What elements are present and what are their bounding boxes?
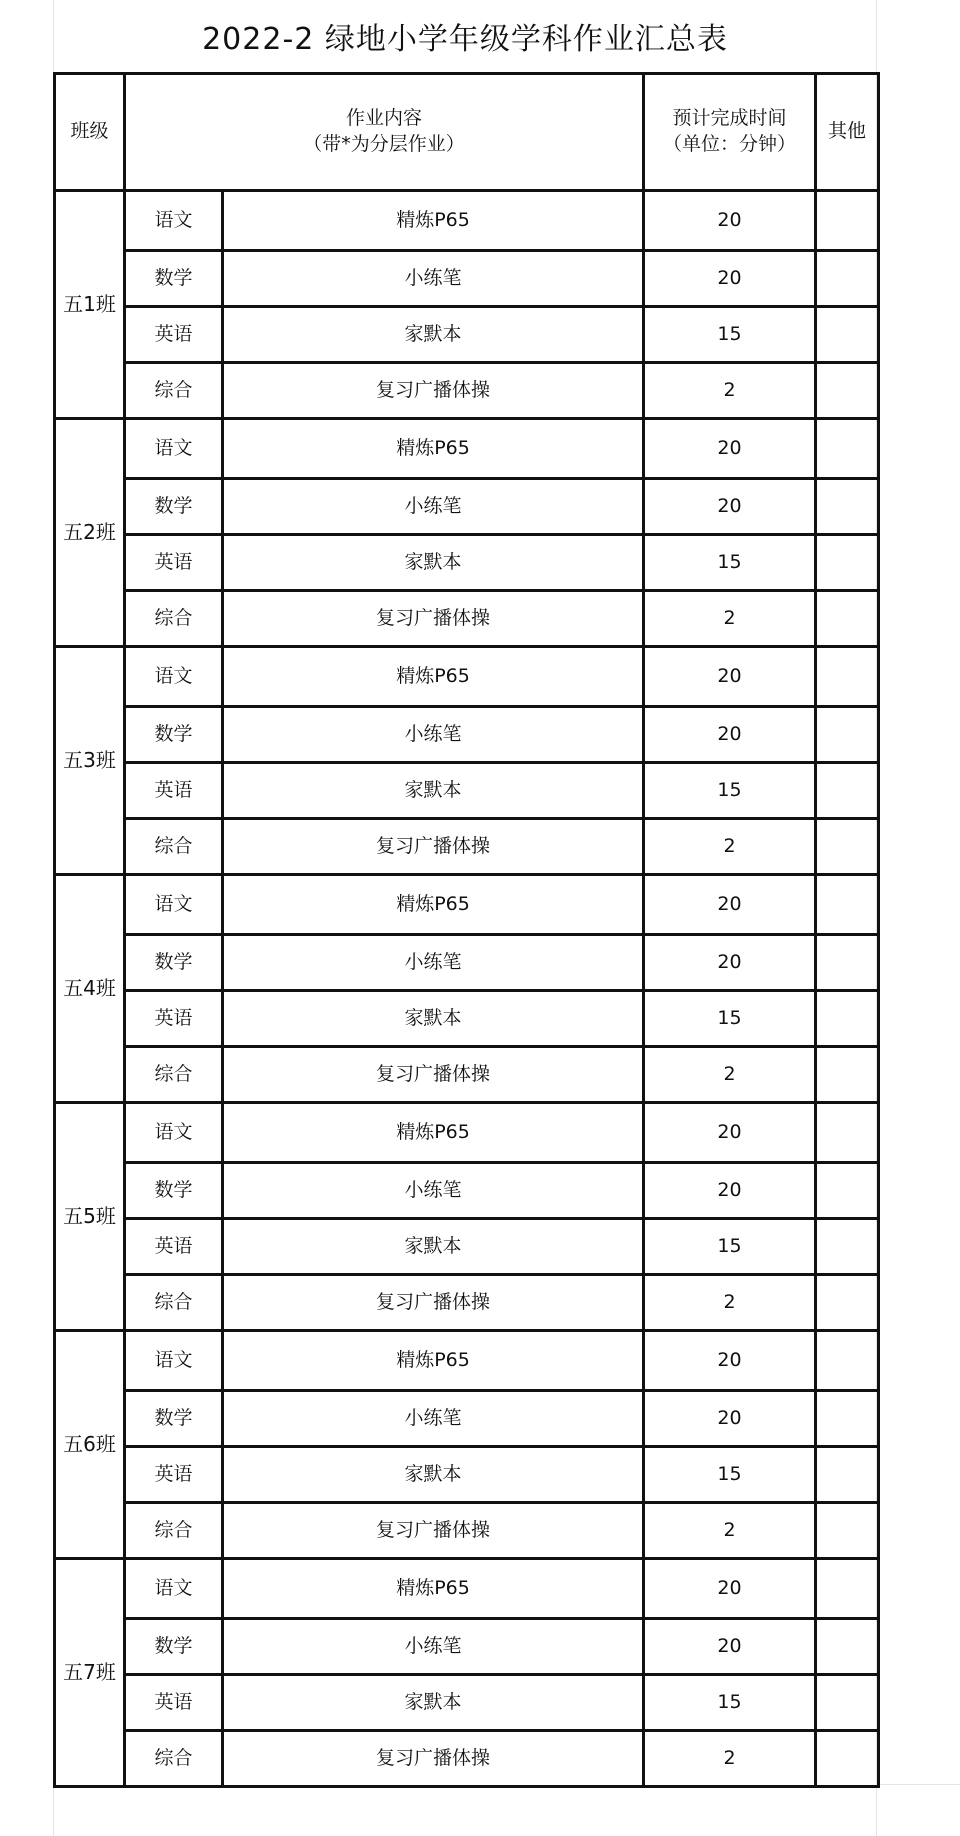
table-row: [55, 535, 879, 591]
content-cell: 小练笔: [223, 935, 644, 991]
table-row: [55, 647, 879, 707]
class-name-cell: 五2班: [55, 419, 125, 647]
content-cell: 复习广播体操: [223, 591, 644, 647]
other-cell: [816, 591, 879, 647]
header-content-line1: 作业内容: [346, 107, 423, 130]
time-cell: 20: [644, 191, 816, 251]
other-cell: [816, 819, 879, 875]
time-cell: 20: [644, 707, 816, 763]
content-cell: 复习广播体操: [223, 1731, 644, 1787]
page-edge-bottom: [876, 1784, 960, 1785]
header-content-line2: （带*为分层作业）: [303, 133, 465, 155]
subject-cell: 英语: [125, 1675, 223, 1731]
subject-cell: 语文: [125, 1103, 223, 1163]
content-cell: 精炼P65: [223, 191, 644, 251]
table-row: [55, 1503, 879, 1559]
other-cell: [816, 1447, 879, 1503]
content-cell: 家默本: [223, 1675, 644, 1731]
content-cell: 精炼P65: [223, 1331, 644, 1391]
content-cell: 家默本: [223, 1219, 644, 1275]
subject-cell: 数学: [125, 707, 223, 763]
subject-cell: 综合: [125, 591, 223, 647]
time-cell: 2: [644, 1275, 816, 1331]
subject-cell: 综合: [125, 819, 223, 875]
header-time-line2: （单位：分钟）: [663, 133, 797, 155]
table-row: [55, 1219, 879, 1275]
other-cell: [816, 1163, 879, 1219]
content-cell: 小练笔: [223, 1391, 644, 1447]
table-row: [55, 991, 879, 1047]
subject-cell: 语文: [125, 647, 223, 707]
header-time: [644, 74, 816, 191]
table-row: [55, 479, 879, 535]
table-row: [55, 1447, 879, 1503]
table-row: [55, 1559, 879, 1619]
other-cell: [816, 1559, 879, 1619]
other-cell: [816, 251, 879, 307]
subject-cell: 数学: [125, 1391, 223, 1447]
table-row: [55, 875, 879, 935]
time-cell: 15: [644, 307, 816, 363]
other-cell: [816, 935, 879, 991]
subject-cell: 英语: [125, 1219, 223, 1275]
content-cell: 小练笔: [223, 251, 644, 307]
table-row: [55, 935, 879, 991]
table-row: [55, 1619, 879, 1675]
time-cell: 15: [644, 1675, 816, 1731]
table-row: [55, 1331, 879, 1391]
subject-cell: 数学: [125, 479, 223, 535]
subject-cell: 语文: [125, 419, 223, 479]
content-cell: 精炼P65: [223, 1559, 644, 1619]
table-row: [55, 1275, 879, 1331]
header-class: 班级: [55, 74, 125, 191]
time-cell: 2: [644, 1731, 816, 1787]
table-row: [55, 1103, 879, 1163]
time-cell: 2: [644, 819, 816, 875]
time-cell: 20: [644, 935, 816, 991]
time-cell: 20: [644, 1619, 816, 1675]
other-cell: [816, 1391, 879, 1447]
time-cell: 15: [644, 1219, 816, 1275]
subject-cell: 英语: [125, 1447, 223, 1503]
other-cell: [816, 1047, 879, 1103]
other-cell: [816, 707, 879, 763]
table-row: [55, 363, 879, 419]
other-cell: [816, 763, 879, 819]
class-name-cell: 五4班: [55, 875, 125, 1103]
class-name-cell: 五1班: [55, 191, 125, 419]
time-cell: 15: [644, 991, 816, 1047]
content-cell: 小练笔: [223, 1163, 644, 1219]
time-cell: 20: [644, 479, 816, 535]
table-body: [55, 191, 879, 1787]
table-row: [55, 251, 879, 307]
other-cell: [816, 1675, 879, 1731]
other-cell: [816, 1103, 879, 1163]
content-cell: 精炼P65: [223, 1103, 644, 1163]
content-cell: 复习广播体操: [223, 819, 644, 875]
table-row: [55, 1163, 879, 1219]
table-row: [55, 1391, 879, 1447]
table-row: [55, 763, 879, 819]
time-cell: 20: [644, 419, 816, 479]
other-cell: [816, 647, 879, 707]
other-cell: [816, 307, 879, 363]
table-row: [55, 1731, 879, 1787]
table-row: [55, 819, 879, 875]
subject-cell: 数学: [125, 935, 223, 991]
subject-cell: 语文: [125, 1559, 223, 1619]
content-cell: 家默本: [223, 1447, 644, 1503]
subject-cell: 数学: [125, 1163, 223, 1219]
table-row: [55, 591, 879, 647]
content-cell: 精炼P65: [223, 647, 644, 707]
subject-cell: 语文: [125, 1331, 223, 1391]
subject-cell: 数学: [125, 251, 223, 307]
subject-cell: 英语: [125, 763, 223, 819]
subject-cell: 数学: [125, 1619, 223, 1675]
other-cell: [816, 1219, 879, 1275]
time-cell: 20: [644, 875, 816, 935]
subject-cell: 综合: [125, 1731, 223, 1787]
table-row: [55, 1047, 879, 1103]
time-cell: 20: [644, 647, 816, 707]
time-cell: 2: [644, 591, 816, 647]
class-name-cell: 五3班: [55, 647, 125, 875]
table-row: [55, 191, 879, 251]
table-header-row: [55, 74, 879, 191]
content-cell: 复习广播体操: [223, 1275, 644, 1331]
time-cell: 2: [644, 1047, 816, 1103]
time-cell: 15: [644, 535, 816, 591]
content-cell: 家默本: [223, 763, 644, 819]
other-cell: [816, 991, 879, 1047]
content-cell: 小练笔: [223, 707, 644, 763]
time-cell: 20: [644, 251, 816, 307]
other-cell: [816, 1503, 879, 1559]
other-cell: [816, 1731, 879, 1787]
time-cell: 20: [644, 1103, 816, 1163]
subject-cell: 英语: [125, 307, 223, 363]
other-cell: [816, 479, 879, 535]
header-content: [125, 74, 644, 191]
header-other: 其他: [816, 74, 879, 191]
table-row: [55, 707, 879, 763]
time-cell: 15: [644, 763, 816, 819]
time-cell: 2: [644, 363, 816, 419]
time-cell: 20: [644, 1391, 816, 1447]
content-cell: 复习广播体操: [223, 1047, 644, 1103]
class-name-cell: 五5班: [55, 1103, 125, 1331]
other-cell: [816, 363, 879, 419]
homework-table: [53, 72, 880, 1788]
content-cell: 小练笔: [223, 479, 644, 535]
other-cell: [816, 1619, 879, 1675]
content-cell: 复习广播体操: [223, 1503, 644, 1559]
table-row: [55, 307, 879, 363]
other-cell: [816, 1331, 879, 1391]
time-cell: 20: [644, 1163, 816, 1219]
content-cell: 精炼P65: [223, 419, 644, 479]
other-cell: [816, 191, 879, 251]
table-row: [55, 1675, 879, 1731]
time-cell: 20: [644, 1559, 816, 1619]
other-cell: [816, 535, 879, 591]
subject-cell: 英语: [125, 535, 223, 591]
other-cell: [816, 419, 879, 479]
content-cell: 家默本: [223, 535, 644, 591]
other-cell: [816, 875, 879, 935]
header-time-line1: 预计完成时间: [672, 107, 787, 130]
content-cell: 复习广播体操: [223, 363, 644, 419]
time-cell: 15: [644, 1447, 816, 1503]
class-name-cell: 五7班: [55, 1559, 125, 1787]
subject-cell: 综合: [125, 1503, 223, 1559]
content-cell: 精炼P65: [223, 875, 644, 935]
content-cell: 小练笔: [223, 1619, 644, 1675]
subject-cell: 语文: [125, 875, 223, 935]
other-cell: [816, 1275, 879, 1331]
page-title: 2022-2 绿地小学年级学科作业汇总表: [202, 22, 728, 57]
time-cell: 20: [644, 1331, 816, 1391]
subject-cell: 英语: [125, 991, 223, 1047]
time-cell: 2: [644, 1503, 816, 1559]
content-cell: 家默本: [223, 991, 644, 1047]
table-row: [55, 419, 879, 479]
subject-cell: 综合: [125, 1047, 223, 1103]
content-cell: 家默本: [223, 307, 644, 363]
subject-cell: 综合: [125, 1275, 223, 1331]
subject-cell: 综合: [125, 363, 223, 419]
class-name-cell: 五6班: [55, 1331, 125, 1559]
subject-cell: 语文: [125, 191, 223, 251]
